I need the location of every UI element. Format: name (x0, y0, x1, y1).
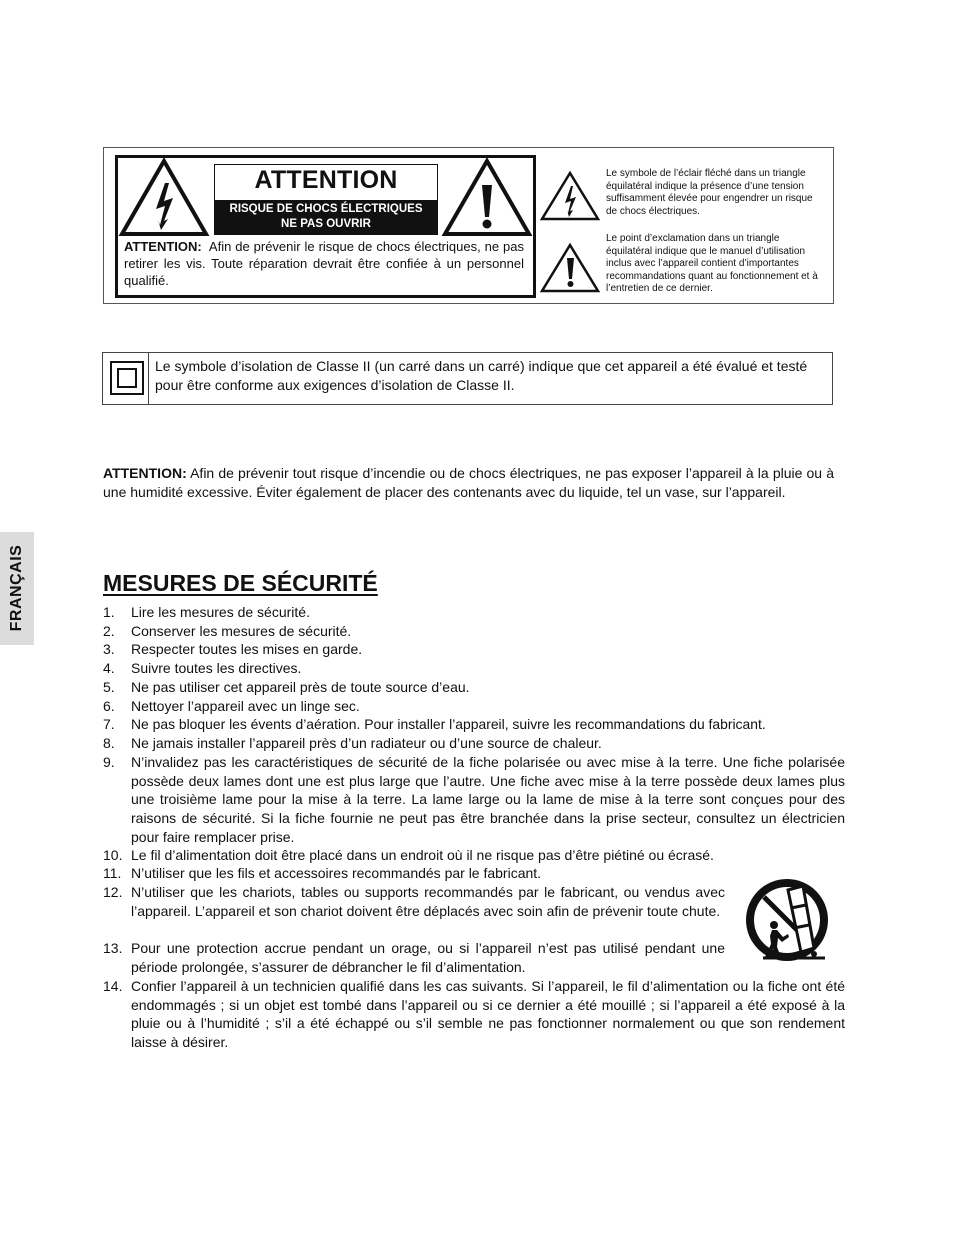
list-item-number: 7. (103, 716, 115, 732)
section-title: MESURES DE SÉCURITÉ (103, 570, 378, 596)
list-item-number: 6. (103, 698, 115, 714)
attention-paragraph-label: ATTENTION: (103, 465, 187, 481)
list-item-number: 14. (103, 978, 123, 994)
list-item-text: Ne pas utiliser cet appareil près de toute source d’eau. (131, 679, 470, 695)
list-item-text: Confier l’appareil à un technicien qualifié dans les cas suivants. Si l’appareil, le fil d’alimentation ou la fiche ont été endommagés ; si un objet est tombé dans l’appareil ou si ce dernier a été mouillé ; si l’appareil a été exposé à la pluie ou à l’humidité ; s’il a été échappé ou s’il semble ne pas fonctionner normalement ou que son rendement laisse à désirer. (131, 978, 845, 1051)
class2-divider (148, 353, 149, 404)
list-item-text: N’utiliser que les fils et accessoires recommandés par le fabricant. (131, 865, 542, 881)
list-item-number: 3. (103, 641, 115, 657)
list-item-number: 2. (103, 623, 115, 639)
list-item-number: 13. (103, 940, 123, 956)
list-item-text: Ne pas bloquer les évents d’aération. Pour installer l’appareil, suivre les recommandations du fabricant. (131, 716, 766, 732)
warning-subtitle-line1: RISQUE DE CHOCS ÉLECTRIQUES (229, 203, 423, 215)
attention-paragraph-text: Afin de prévenir tout risque d’incendie ou de chocs électriques, ne pas exposer l’appareil à la pluie ou à une humidité excessive. Éviter également de placer des contenants avec du liquide, tel un vase, sur l’appareil. (103, 465, 835, 500)
list-item-number: 1. (103, 604, 115, 620)
list-item-number: 5. (103, 679, 115, 695)
list-item-text: Suivre toutes les directives. (131, 660, 302, 676)
list-item-number: 8. (103, 735, 115, 751)
attention-paragraph (103, 464, 834, 502)
exclamation-symbol-text: Le point d’exclamation dans un triangle équilatéral indique que le manuel d’utilisation inclus avec l’appareil contient d’importantes recommandations quant au fonctionnement et à l’entretien de ce dernier. (606, 233, 818, 295)
list-item-number: 11. (103, 865, 122, 881)
lightning-symbol-icon (540, 170, 601, 222)
lightning-triangle-icon (118, 157, 210, 237)
list-item-text: Nettoyer l’appareil avec un linge sec. (131, 698, 360, 714)
lightning-symbol-text: Le symbole de l’éclair fléché dans un triangle équilatéral indique la présence d’une tension suffisamment élevée pour engendrer un risque de chocs électriques. (606, 168, 813, 217)
exclamation-symbol-icon (540, 242, 601, 294)
list-item-text: N’invalidez pas les caractéristiques de sécurité de la fiche polarisée ou avec mise à la terre. Une fiche polarisée possède deux lames dont une est plus large que l’autre. Une fiche avec mise à la terre possède deux lames plus une troisième lame pour la mise à la terre. La lame large ou la lame de mise à la terre sont conçues pour des raisons de sécurité. Si la fiche fournie ne peut pas être branchée dans la prise secteur, consultez un électricien pour faire remplacer prise. (131, 754, 845, 845)
warning-title: ATTENTION (254, 166, 398, 194)
class2-text: Le symbole d’isolation de Classe II (un carré dans un carré) indique que cet appareil a été évalué et testé pour être conforme aux exigences d’isolation de Classe II. (155, 358, 808, 393)
warning-body-label: ATTENTION: (124, 239, 202, 254)
warning-subtitle-line2: NE PAS OUVRIR (281, 218, 371, 230)
list-item-text: Conserver les mesures de sécurité. (131, 623, 352, 639)
list-item-text: Lire les mesures de sécurité. (131, 604, 310, 620)
list-item-number: 10. (103, 847, 123, 863)
list-item-number: 9. (103, 754, 115, 770)
list-item-text: N’utiliser que les chariots, tables ou supports recommandés par le fabricant, ou vendus avec l’appareil. L’appareil et son chariot doivent être déplacés avec soin afin de prévenir toute chute. (131, 884, 725, 919)
list-item-text: Pour une protection accrue pendant un orage, ou si l’appareil n’est pas utilisé pendant une période prolongée, s’assurer de débrancher le fil d’alimentation. (131, 940, 725, 975)
language-tab-label: FRANÇAIS (8, 544, 25, 632)
warning-body (124, 238, 524, 289)
list-item-number: 12. (103, 884, 123, 900)
list-item-number: 4. (103, 660, 115, 676)
cart-tip-over-warning-icon (741, 876, 833, 964)
list-item-text: Respecter toutes les mises en garde. (131, 641, 363, 657)
warning-subtitle (215, 200, 437, 234)
class2-inner-square-icon (117, 368, 137, 388)
warning-body-text: Afin de prévenir le risque de chocs électriques, ne pas retirer les vis. Toute réparation devrait être confiée à un personnel qualifié. (124, 239, 524, 288)
list-item-text: Le fil d’alimentation doit être placé dans un endroit où il ne risque pas d’être piétiné ou écrasé. (131, 847, 714, 863)
exclamation-triangle-icon (441, 157, 533, 237)
list-item-text: Ne jamais installer l’appareil près d’un radiateur ou d’une source de chaleur. (131, 735, 602, 751)
